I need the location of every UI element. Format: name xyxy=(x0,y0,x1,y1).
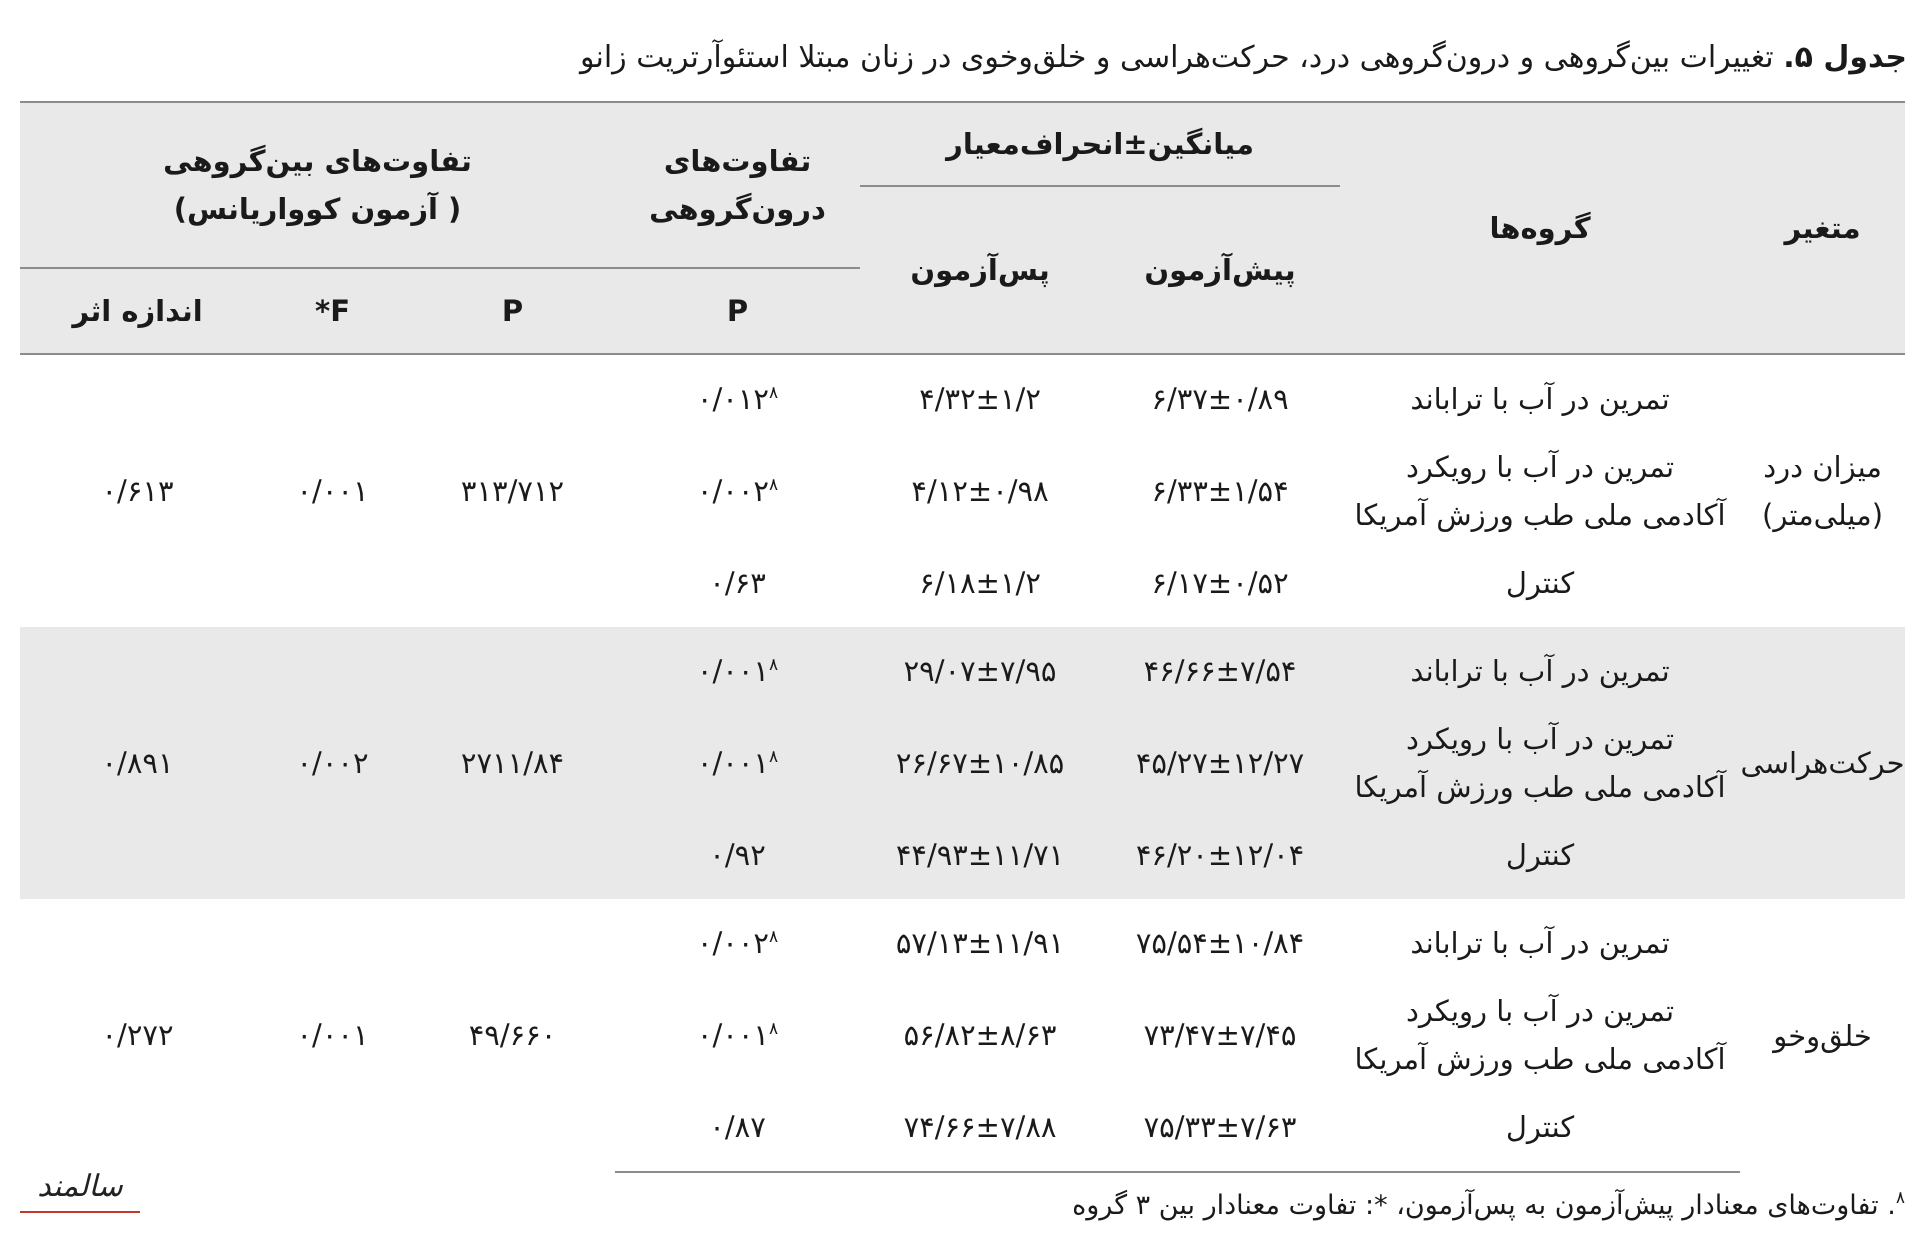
f-value: ۰/۰۰۱ xyxy=(296,473,369,508)
posttest-value: ۷۴/۶۶±۷/۸۸ xyxy=(860,1083,1100,1172)
group-name: کنترل xyxy=(1340,1083,1740,1172)
header-effect-size: اندازه اثر xyxy=(20,268,255,354)
p-between-value: ۳۱۳/۷۱۲ xyxy=(460,473,565,508)
posttest-value: ۴/۳۲±۱/۲ xyxy=(919,381,1041,416)
pretest-value: ۶/۳۷±۰/۸۹ xyxy=(1151,381,1289,416)
header-f: F* xyxy=(255,268,410,354)
variable-unit: (میلی‌متر) xyxy=(1762,498,1884,532)
posttest-value: ۵۷/۱۳±۱۱/۹۱ xyxy=(895,925,1065,960)
group-name: تمرین در آب با رویکرد آکادمی ملی طب ورزش آمریکا xyxy=(1340,715,1740,811)
section-mood xyxy=(20,899,1905,1172)
section-kinesiophobia xyxy=(20,627,1905,899)
header-variable: متغیر xyxy=(1740,102,1905,354)
p-between-value: ۴۹/۶۶۰ xyxy=(468,1018,557,1053)
posttest-value: ۴۴/۹۳±۱۱/۷۱ xyxy=(860,811,1100,899)
group-name: تمرین در آب با رویکرد آکادمی ملی طب ورزش آمریکا xyxy=(1354,450,1726,532)
f-value: ۰/۰۰۲ xyxy=(255,627,410,899)
pretest-value: ۴۶/۶۶±۷/۵۴ xyxy=(1100,627,1340,715)
header-within xyxy=(615,102,860,268)
p-within-value: $۰/۰۰۱^۸$ xyxy=(615,627,860,715)
p-within-value: $۰/۰۰۲^۸$ xyxy=(696,473,779,508)
header-posttest: پس‌آزمون xyxy=(860,186,1100,354)
pretest-value: ۷۳/۴۷±۷/۴۵ xyxy=(1143,1017,1297,1052)
p-within-value: ۰/۸۷ xyxy=(615,1083,860,1172)
p-within-value: ۰/۶۳ xyxy=(709,565,766,600)
significance-mark: ۸ xyxy=(769,746,779,767)
group-name: تمرین در آب با رویکرد آکادمی ملی طب ورزش آمریکا xyxy=(1354,994,1726,1076)
header-p-within: P xyxy=(615,268,860,354)
variable-cell xyxy=(1740,354,1905,627)
header-mean-sd: میانگین±انحراف‌معیار xyxy=(860,102,1340,186)
header-p-between: P xyxy=(410,268,615,354)
pretest-value: ۷۵/۳۳±۷/۶۳ xyxy=(1100,1083,1340,1172)
posttest-value: ۲۹/۰۷±۷/۹۵ xyxy=(860,627,1100,715)
section-pain xyxy=(20,354,1905,627)
effect-size-value: ۰/۸۹۱ xyxy=(20,627,255,899)
significance-mark: ۸ xyxy=(769,926,779,947)
pretest-value: ۷۵/۵۴±۱۰/۸۴ xyxy=(1135,925,1305,960)
header-groups: گروه‌ها xyxy=(1340,102,1740,354)
header-between xyxy=(20,102,615,268)
pretest-value: ۶/۳۳±۱/۵۴ xyxy=(1151,473,1289,508)
group-name: تمرین در آب با تراباند xyxy=(1410,925,1670,960)
significance-mark: ۸ xyxy=(769,654,779,675)
variable-cell xyxy=(1740,899,1905,1172)
significance-mark: ۸ xyxy=(769,474,779,495)
group-name: تمرین در آب با تراباند xyxy=(1340,627,1740,715)
significance-mark: ۸ xyxy=(769,1018,779,1039)
table-row xyxy=(20,354,1905,443)
variable-cell xyxy=(1740,627,1905,899)
p-between-value: ۲۷۱۱/۸۴ xyxy=(410,627,615,899)
group-name: کنترل xyxy=(1505,565,1575,600)
caption-text: تغییرات بین‌گروهی و درون‌گروهی درد، حرکت‌هراسی و خلق‌وخوی در زنان مبتلا استئوآرتریت زانو xyxy=(579,40,1774,75)
pretest-value: ۶/۱۷±۰/۵۲ xyxy=(1151,565,1289,600)
journal-logo xyxy=(18,1162,142,1218)
logo-wordmark: سالمند xyxy=(37,1169,123,1204)
group-name: کنترل xyxy=(1340,811,1740,899)
f-value: ۰/۰۰۱ xyxy=(296,1018,369,1053)
effect-size-value: ۰/۶۱۳ xyxy=(101,473,174,508)
caption-label: جدول ۵. xyxy=(1783,40,1907,75)
results-table xyxy=(20,101,1905,1173)
p-within-value: ۰/۹۲ xyxy=(615,811,860,899)
posttest-value: ۴/۱۲±۰/۹۸ xyxy=(911,473,1049,508)
footnote-text: . تفاوت‌های معنادار پیش‌آزمون به پس‌آزمون، *: تفاوت معنادار بین ۳ گروه xyxy=(1072,1190,1896,1221)
p-within-value: $۰/۰۰۲^۸$ xyxy=(696,925,779,960)
variable-label: میزان درد xyxy=(1763,450,1882,484)
posttest-value: ۲۶/۶۷±۱۰/۸۵ xyxy=(860,715,1100,811)
significance-mark: ۸ xyxy=(769,382,779,403)
group-name: تمرین در آب با تراباند xyxy=(1410,381,1670,416)
variable-label: حرکت‌هراسی xyxy=(1740,746,1905,780)
header-between-line2: ( آزمون کوواریانس) xyxy=(173,192,462,226)
p-within-value: $۰/۰۰۱^۸$ xyxy=(615,715,860,811)
footnote-mark: ۸ xyxy=(1895,1188,1905,1208)
posttest-value: ۶/۱۸±۱/۲ xyxy=(919,565,1041,600)
table-footnote xyxy=(1072,1178,1905,1226)
variable-label: خلق‌وخو xyxy=(1773,1018,1872,1053)
p-within-value: $۰/۰۰۱^۸$ xyxy=(696,1017,779,1052)
pretest-value: ۴۶/۲۰±۱۲/۰۴ xyxy=(1100,811,1340,899)
table-row xyxy=(20,627,1905,715)
table-caption xyxy=(27,30,1907,86)
p-within-value: $۰/۰۱۲^۸$ xyxy=(696,381,779,416)
pretest-value: ۴۵/۲۷±۱۲/۲۷ xyxy=(1100,715,1340,811)
effect-size-value: ۰/۲۷۲ xyxy=(101,1018,174,1053)
header-within-line2: درون‌گروهی xyxy=(649,192,826,226)
posttest-value: ۵۶/۸۲±۸/۶۳ xyxy=(903,1017,1057,1052)
table-row xyxy=(20,899,1905,987)
header-pretest: پیش‌آزمون xyxy=(1100,186,1340,354)
header-between-line1: تفاوت‌های بین‌گروهی xyxy=(163,144,472,178)
header-within-line1: تفاوت‌های xyxy=(663,144,812,178)
